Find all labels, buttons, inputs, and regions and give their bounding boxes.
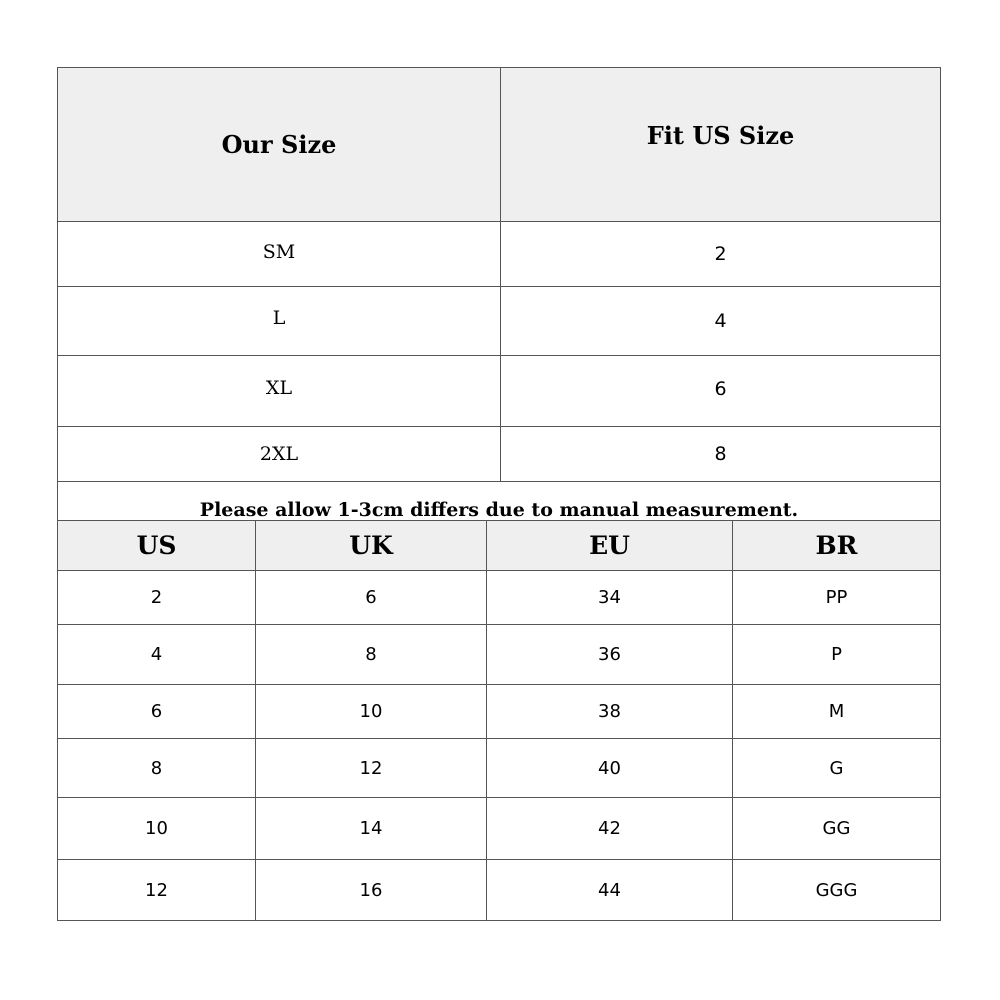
our-size-cell: SM <box>58 222 501 287</box>
conversion-row <box>58 625 941 685</box>
fit-us-size-cell: 8 <box>501 427 941 482</box>
fit-us-size-header: Fit US Size <box>501 68 941 222</box>
uk-cell: 14 <box>256 798 487 860</box>
eu-header: EU <box>487 521 733 571</box>
conversion-header-row <box>58 521 941 571</box>
eu-cell: 38 <box>487 685 733 739</box>
br-header: BR <box>733 521 941 571</box>
uk-cell: 10 <box>256 685 487 739</box>
size-row <box>58 222 941 287</box>
eu-cell: 36 <box>487 625 733 685</box>
eu-cell: 42 <box>487 798 733 860</box>
our-size-cell: 2XL <box>58 427 501 482</box>
eu-cell: 34 <box>487 571 733 625</box>
size-row <box>58 287 941 356</box>
br-cell: G <box>733 739 941 798</box>
us-cell: 6 <box>58 685 256 739</box>
size-conversion-table <box>57 520 941 921</box>
fit-us-size-cell: 2 <box>501 222 941 287</box>
our-size-cell: L <box>58 287 501 356</box>
us-cell: 12 <box>58 860 256 921</box>
conversion-row <box>58 571 941 625</box>
fit-us-size-cell: 6 <box>501 356 941 427</box>
us-cell: 8 <box>58 739 256 798</box>
conversion-row <box>58 798 941 860</box>
fit-us-size-cell: 4 <box>501 287 941 356</box>
us-cell: 10 <box>58 798 256 860</box>
eu-cell: 44 <box>487 860 733 921</box>
size-row <box>58 356 941 427</box>
our-size-cell: XL <box>58 356 501 427</box>
uk-cell: 6 <box>256 571 487 625</box>
br-cell: M <box>733 685 941 739</box>
br-cell: GG <box>733 798 941 860</box>
uk-cell: 12 <box>256 739 487 798</box>
uk-header: UK <box>256 521 487 571</box>
conversion-row <box>58 739 941 798</box>
measurement-note: Please allow 1-3cm differs due to manual measurement. <box>58 482 941 539</box>
size-chart-header-row <box>58 68 941 222</box>
our-size-header: Our Size <box>58 68 501 222</box>
uk-cell: 8 <box>256 625 487 685</box>
us-header: US <box>58 521 256 571</box>
us-cell: 4 <box>58 625 256 685</box>
size-chart-table <box>57 67 941 539</box>
us-cell: 2 <box>58 571 256 625</box>
conversion-row <box>58 860 941 921</box>
br-cell: GGG <box>733 860 941 921</box>
eu-cell: 40 <box>487 739 733 798</box>
br-cell: P <box>733 625 941 685</box>
uk-cell: 16 <box>256 860 487 921</box>
conversion-row <box>58 685 941 739</box>
size-row <box>58 427 941 482</box>
br-cell: PP <box>733 571 941 625</box>
